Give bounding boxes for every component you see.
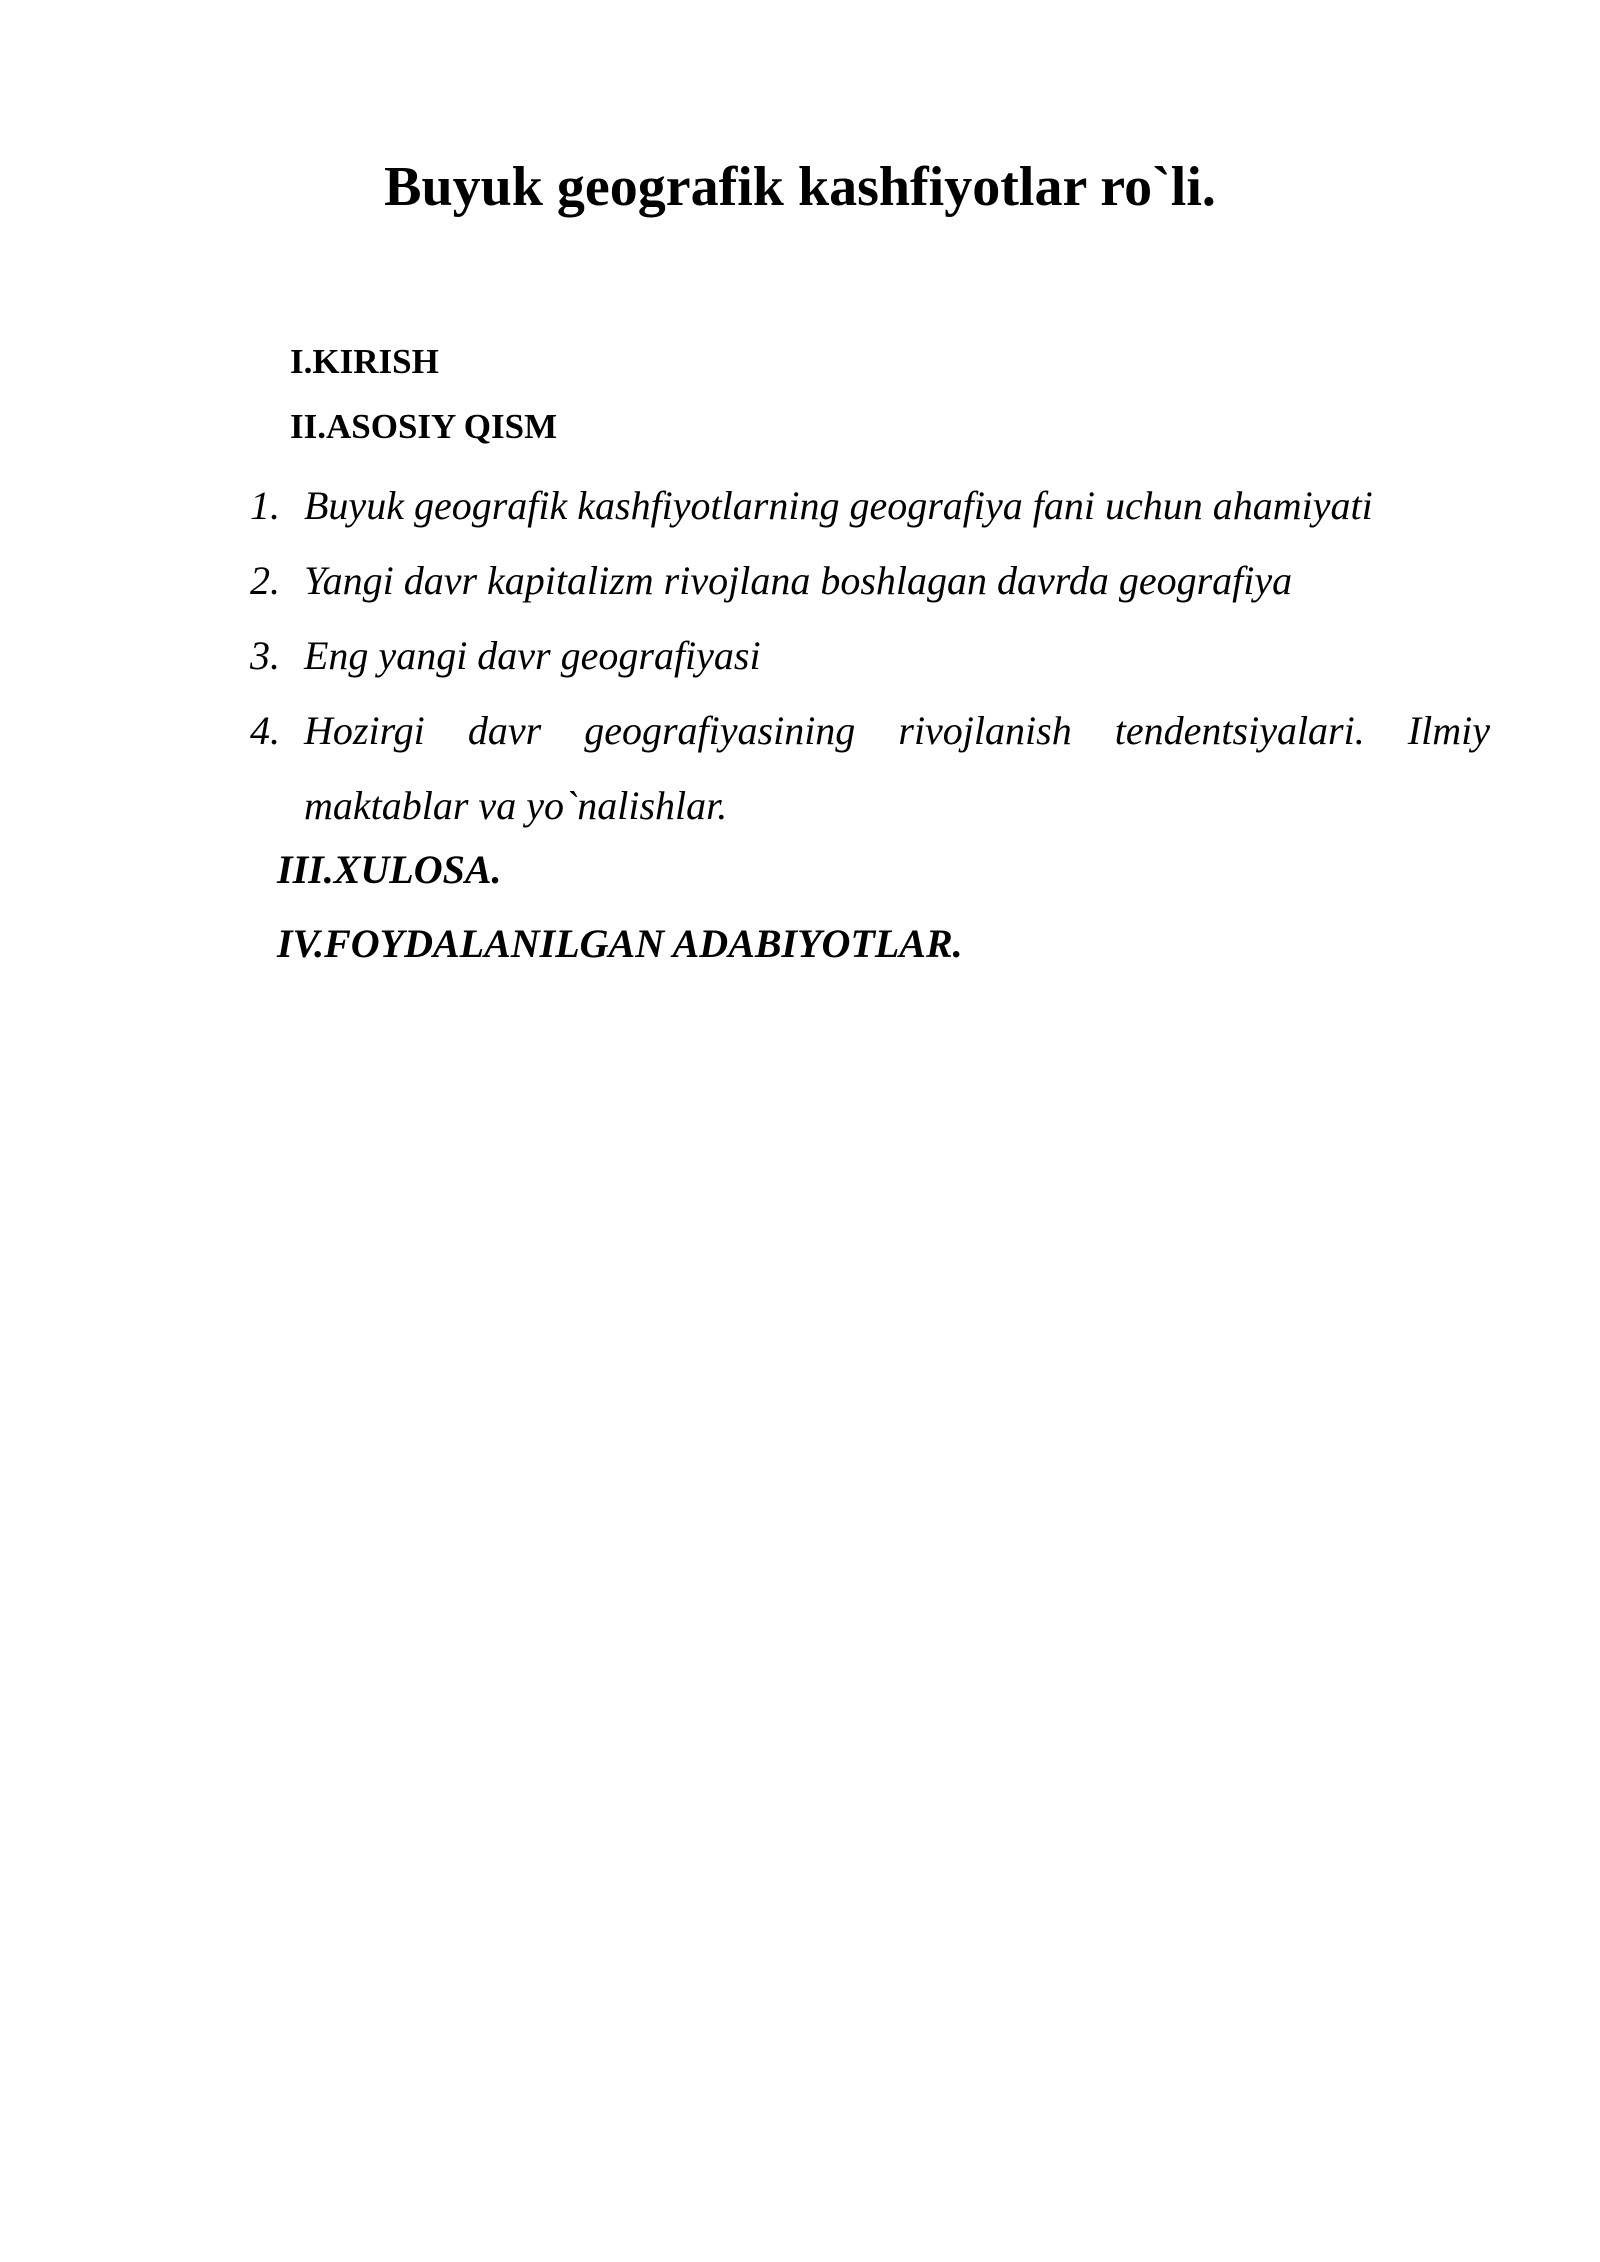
section-heading-intro: I.KIRISH — [290, 342, 439, 381]
list-item-text: Buyuk geografik kashfiyotlarning geografiya fani uchun ahamiyati — [304, 483, 1373, 528]
list-item-number: 1. — [250, 483, 280, 528]
list-item — [250, 618, 1490, 693]
list-item — [250, 693, 1490, 843]
document-title: Buyuk geografik kashfiyotlar ro`li. — [384, 156, 1216, 218]
list-item-number: 4. — [250, 708, 280, 753]
list-item — [250, 543, 1490, 618]
list-item-text: Hozirgi davr geografiyasining rivojlanish tendentsiyalari. Ilmiy maktablar va yo`nalishlar. — [304, 708, 1490, 828]
list-item — [250, 468, 1490, 543]
list-item-number: 3. — [250, 633, 280, 678]
section-heading-main: II.ASOSIY QISM — [290, 407, 558, 446]
table-of-contents-list — [250, 468, 1490, 843]
list-item-text: Eng yangi davr geografiyasi — [304, 633, 761, 678]
list-item-text: Yangi davr kapitalizm rivojlana boshlagan davrda geografiya — [304, 558, 1293, 603]
section-heading-references: IV.FOYDALANILGAN ADABIYOTLAR. — [277, 921, 963, 966]
section-heading-conclusion: III.XULOSA. — [277, 847, 502, 892]
list-item-number: 2. — [250, 558, 280, 603]
